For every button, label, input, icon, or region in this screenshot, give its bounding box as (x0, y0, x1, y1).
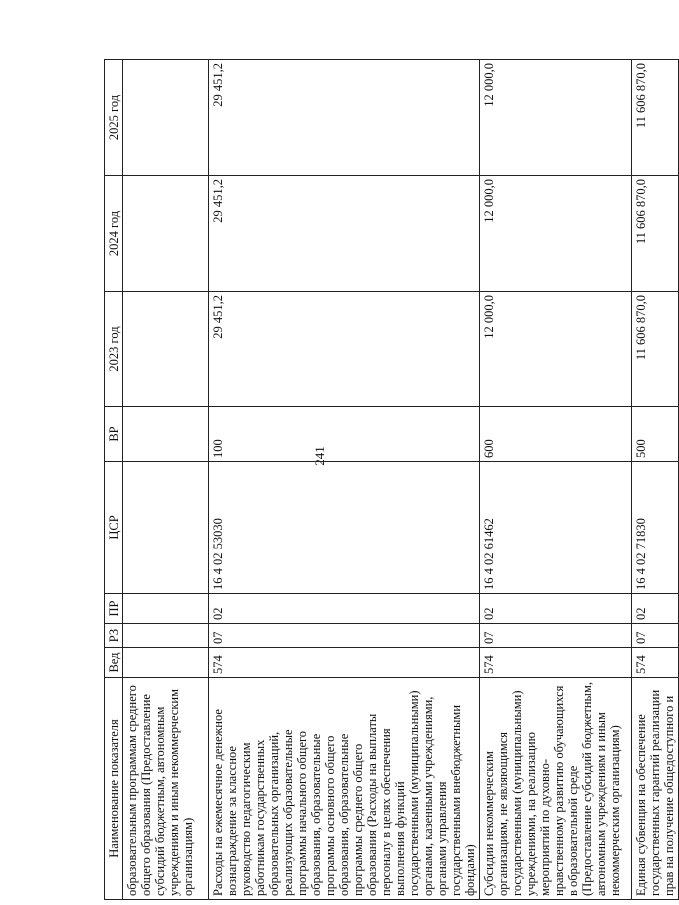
header-csr: ЦСР (105, 462, 123, 594)
cell-pr: 02 (209, 594, 480, 624)
cell-2024: 12 000,0 (480, 176, 632, 292)
cell-name: Расходы на ежемесячное денежное вознаграждение за классное руководство педагогическим работникам государственных образовательных организаций, реализующих образовательные программы начального общего образования, образовательные программы основного общего образования, образовательные программы среднего общего образования (Расходы на выплаты персоналу в целях обеспечения выполнения функций государственными (муниципальными) органами, казенными учреждениями, органами управления государственными внебюджетными фондами) (209, 678, 480, 900)
header-ved: Вед (105, 648, 123, 678)
cell-2024: 11 606 870,0 (632, 176, 679, 292)
cell-2023 (123, 292, 209, 407)
cell-rz: 07 (632, 624, 679, 648)
header-2025: 2025 год (105, 60, 123, 176)
header-2023: 2023 год (105, 292, 123, 407)
cell-ved (123, 648, 209, 678)
header-2024: 2024 год (105, 176, 123, 292)
cell-2024: 29 451,2 (209, 176, 480, 292)
cell-2025: 29 451,2 (209, 60, 480, 176)
cell-2024 (123, 176, 209, 292)
cell-2023: 29 451,2 (209, 292, 480, 407)
cell-2023: 11 606 870,0 (632, 292, 679, 407)
page-number: 241 (312, 446, 327, 466)
cell-rz: 07 (480, 624, 632, 648)
table-row (632, 60, 679, 900)
cell-pr (123, 594, 209, 624)
cell-name: Единая субвенция на обеспечение государственных гарантий реализации прав на получение общедоступного и (632, 678, 679, 900)
cell-rz: 07 (209, 624, 480, 648)
rotated-table-container (104, 60, 676, 900)
table-header-row (105, 60, 123, 900)
header-name: Наименование показателя (105, 678, 123, 900)
cell-ved: 574 (632, 648, 679, 678)
budget-table (104, 59, 679, 900)
cell-rz (123, 624, 209, 648)
cell-vr (123, 407, 209, 462)
cell-csr: 16 4 02 61462 (480, 462, 632, 594)
cell-name: Субсидии некоммерческим организациям, не являющимся государственными (муниципальными) учреждениями, на реализацию мероприятий по духовно-нравственному развитию обучающихся в образовательной среде (Предоставление субсидий бюджетным, автономным учреждениям и иным некоммерческим организациям) (480, 678, 632, 900)
table-row (209, 60, 480, 900)
table-row (480, 60, 632, 900)
cell-2025: 12 000,0 (480, 60, 632, 176)
cell-csr: 16 4 02 71830 (632, 462, 679, 594)
cell-csr: 16 4 02 53030 (209, 462, 480, 594)
header-vr: ВР (105, 407, 123, 462)
cell-pr: 02 (632, 594, 679, 624)
cell-vr: 500 (632, 407, 679, 462)
cell-ved: 574 (209, 648, 480, 678)
table-row (123, 60, 209, 900)
cell-pr: 02 (480, 594, 632, 624)
cell-name: образовательным программам среднего общего образования (Предоставление субсидий бюджетным, автономным учреждениям и иным некоммерческим организациям) (123, 678, 209, 900)
cell-ved: 574 (480, 648, 632, 678)
cell-2023: 12 000,0 (480, 292, 632, 407)
cell-csr (123, 462, 209, 594)
header-rz: РЗ (105, 624, 123, 648)
cell-2025 (123, 60, 209, 176)
cell-vr: 600 (480, 407, 632, 462)
cell-vr: 100 (209, 407, 480, 462)
header-pr: ПР (105, 594, 123, 624)
cell-2025: 11 606 870,0 (632, 60, 679, 176)
